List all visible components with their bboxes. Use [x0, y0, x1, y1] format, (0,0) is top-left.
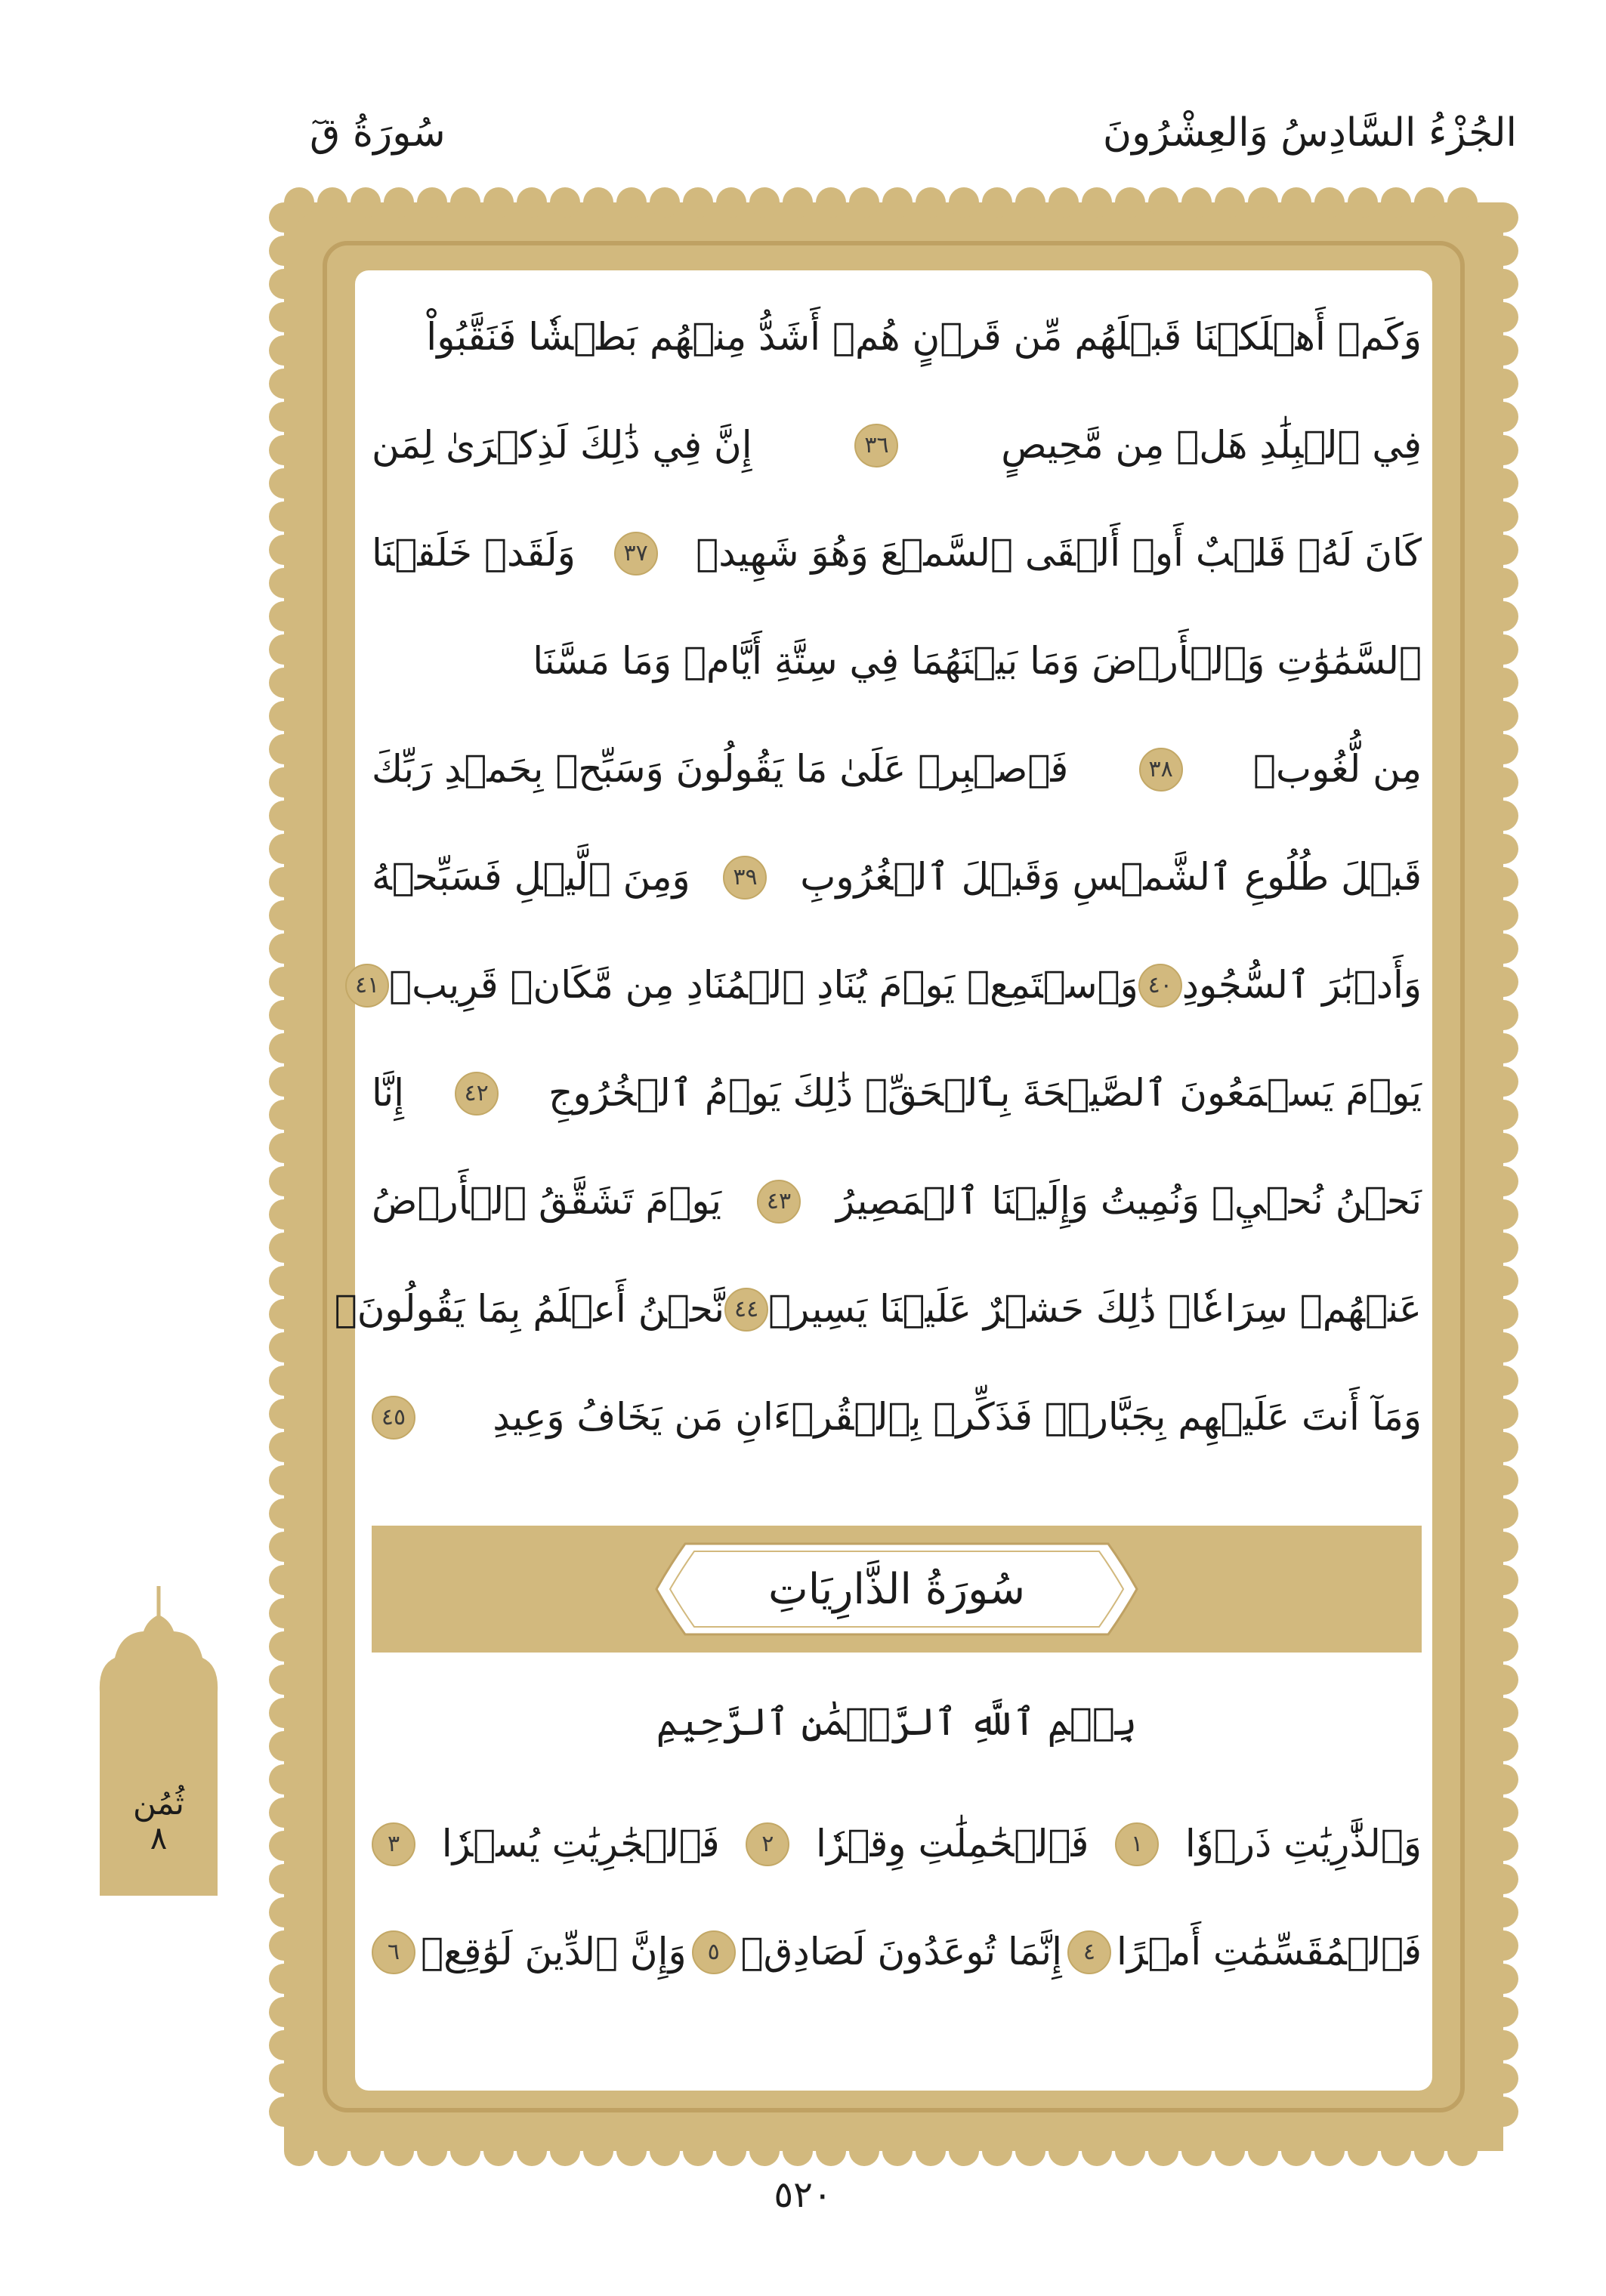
ayah-number-marker: ٤٠	[1138, 964, 1182, 1008]
verse-line	[372, 1147, 1422, 1255]
ayah-number-marker: ٣٧	[614, 532, 658, 576]
verse-text: يَوۡمَ يَسۡمَعُونَ ٱلصَّيۡحَةَ بِٱلۡحَقِّۚ ذَٰلِكَ يَوۡمُ ٱلۡخُرُوجِ	[548, 1071, 1422, 1115]
verse-text: إِنَّ فِي ذَٰلِكَ لَذِكۡرَىٰ لِمَن	[372, 423, 752, 467]
ayah-number-marker: ٣٨	[1139, 748, 1183, 792]
verse-text: نَحۡنُ نُحۡيِۦ وَنُمِيتُ وَإِلَيۡنَا ٱلۡمَصِيرُ	[835, 1179, 1422, 1223]
ayah-number-marker: ٤٣	[757, 1180, 801, 1224]
verse-text: وَإِنَّ ٱلدِّينَ لَوَٰقِعٞ	[421, 1930, 687, 1974]
ayah-number-marker: ٣٩	[723, 856, 767, 900]
verse-text: كَانَ لَهُۥ قَلۡبٌ أَوۡ أَلۡقَى ٱلسَّمۡعَ وَهُوَ شَهِيدٞ	[696, 531, 1422, 575]
verse-line	[372, 283, 1422, 391]
verse-line	[354, 931, 1422, 1039]
ayah-number-marker: ٤٤	[724, 1288, 768, 1332]
verse-lines-after	[372, 1790, 1422, 2006]
surah-title: سُورَةُ الذَّارِيَاتِ	[767, 1564, 1026, 1614]
verse-text: وَلَقَدۡ خَلَقۡنَا	[372, 531, 576, 575]
verse-text: وَمَآ أَنتَ عَلَيۡهِم بِجَبَّارٖۖ فَذَكِّرۡ بِٱلۡقُرۡءَانِ مَن يَخَافُ وَعِيدِ	[493, 1395, 1422, 1439]
verse-text: إِنَّا	[372, 1071, 405, 1115]
ayah-number-marker: ٤١	[345, 964, 389, 1008]
verse-line	[372, 1039, 1422, 1147]
ayah-number-marker: ٣٦	[854, 424, 898, 468]
ayah-number-marker: ٤	[1067, 1930, 1111, 1974]
verse-text: فَٱلۡحَٰمِلَٰتِ وِقۡرٗا	[816, 1822, 1089, 1866]
verse-line	[372, 1790, 1422, 1898]
ayah-number-marker: ٢	[746, 1822, 789, 1866]
verse-line	[372, 823, 1422, 931]
verse-text: قَبۡلَ طُلُوعِ ٱلشَّمۡسِ وَقَبۡلَ ٱلۡغُرُوبِ	[800, 855, 1422, 899]
hizb-number: ٨	[150, 1819, 168, 1856]
verse-line	[372, 391, 1422, 499]
verse-text: فَٱصۡبِرۡ عَلَىٰ مَا يَقُولُونَ وَسَبِّحۡ بِحَمۡدِ رَبِّكَ	[372, 747, 1069, 791]
ayah-number-marker: ٤٢	[455, 1072, 499, 1116]
juz-header: الجُزْءُ السَّادِسُ وَالعِشْرُونَ	[1102, 110, 1517, 156]
verse-text: وَكَمۡ أَهۡلَكۡنَا قَبۡلَهُم مِّن قَرۡنٍ هُمۡ أَشَدُّ مِنۡهُم بَطۡشٗا فَنَقَّبُواْ	[426, 315, 1422, 359]
verse-text: يَوۡمَ تَشَقَّقُ ٱلۡأَرۡضُ	[372, 1179, 722, 1223]
verse-text: فَٱلۡمُقَسِّمَٰتِ أَمۡرًا	[1116, 1930, 1422, 1974]
verse-line	[372, 607, 1422, 715]
verse-text: وَٱسۡتَمِعۡ يَوۡمَ يُنَادِ ٱلۡمُنَادِ مِن مَّكَانٖ قَرِيبٖ	[389, 963, 1138, 1007]
verse-line	[372, 499, 1422, 607]
verse-text: مِن لُّغُوبٖ	[1253, 747, 1422, 791]
verse-text: ٱلسَّمَٰوَٰتِ وَٱلۡأَرۡضَ وَمَا بَيۡنَهُمَا فِي سِتَّةِ أَيَّامٖ وَمَا مَسَّنَا	[533, 639, 1422, 683]
verse-text: فَٱلۡجَٰرِيَٰتِ يُسۡرٗا	[441, 1822, 720, 1866]
surah-header: سُورَةُ قٓ	[310, 110, 446, 156]
verse-line	[372, 1363, 1422, 1471]
hizb-label-text: ثُمُن	[133, 1785, 184, 1822]
quran-text-area	[334, 283, 1422, 2103]
ayah-number-marker: ١	[1115, 1822, 1159, 1866]
verse-line	[372, 1898, 1422, 2006]
verse-lines	[334, 283, 1422, 1471]
verse-text: نَّحۡنُ أَعۡلَمُ بِمَا يَقُولُونَۖ	[334, 1287, 725, 1331]
verse-text: وَمِنَ ٱلَّيۡلِ فَسَبِّحۡهُ	[372, 855, 690, 899]
verse-text: عَنۡهُمۡ سِرَاعٗاۚ ذَٰلِكَ حَشۡرٌ عَلَيۡنَا يَسِيرٞ	[768, 1287, 1422, 1331]
ayah-number-marker: ٣	[372, 1822, 415, 1866]
verse-text: وَأَدۡبَٰرَ ٱلسُّجُودِ	[1181, 963, 1422, 1007]
verse-text: وَٱلذَّٰرِيَٰتِ ذَرۡوٗا	[1184, 1822, 1422, 1866]
basmala: بِسۡمِ ٱللَّهِ ٱلرَّحۡمَٰنِ ٱلرَّحِيمِ	[656, 1700, 1138, 1744]
verse-line	[372, 715, 1422, 823]
ayah-number-marker: ٥	[692, 1930, 736, 1974]
verse-text: فِي ٱلۡبِلَٰدِ هَلۡ مِن مَّحِيصٍ	[1001, 423, 1422, 467]
ayah-number-marker: ٤٥	[372, 1396, 415, 1440]
verse-text: إِنَّمَا تُوعَدُونَ لَصَادِقٞ	[740, 1930, 1062, 1974]
hizb-label	[107, 1786, 210, 1856]
page-number: ٥٢٠	[774, 2174, 832, 2216]
surah-banner	[372, 1526, 1422, 1653]
verse-line	[334, 1255, 1422, 1363]
ayah-number-marker: ٦	[372, 1930, 415, 1974]
